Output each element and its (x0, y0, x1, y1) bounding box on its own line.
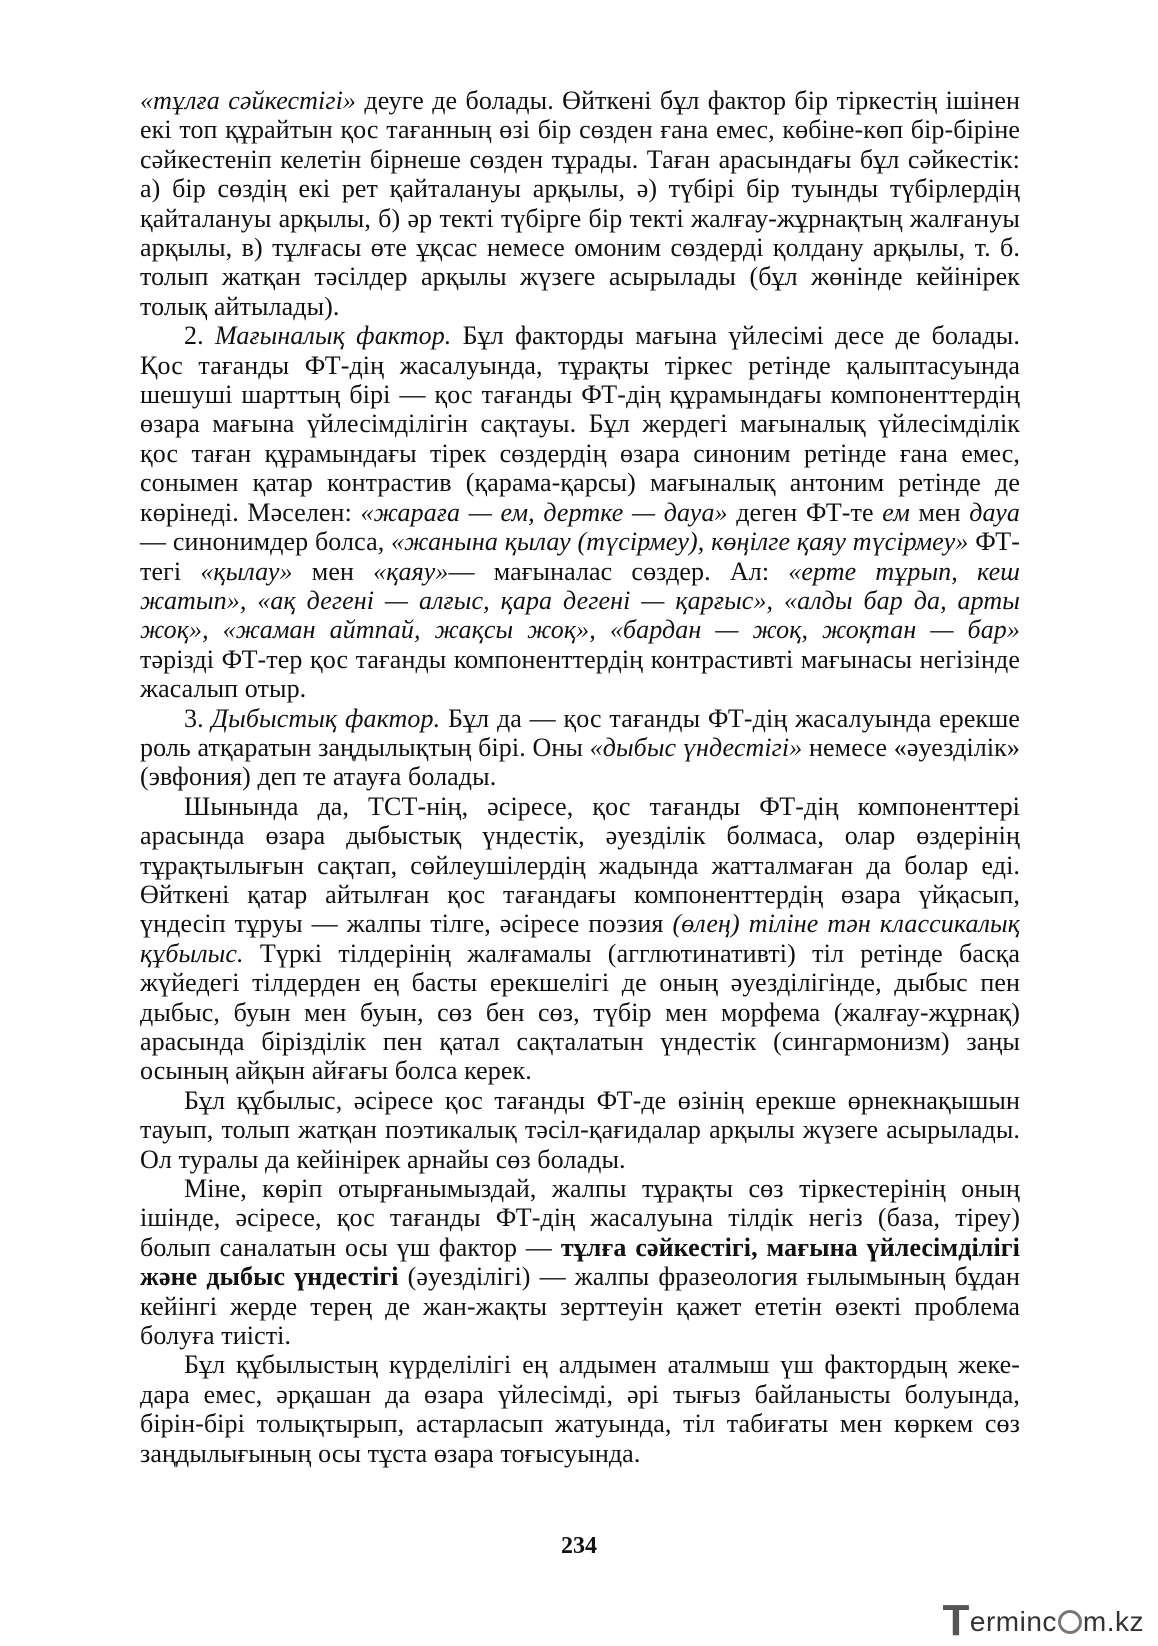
italic-text: «ерте тұрып, кеш жатып», «ақ дегені — алғыс, қара дегені — қарғыс», «алды бар да, арты жоқ», «жаман айтпай, жақсы жоқ», «бардан — жоқ, жоқтан — бар» (140, 556, 1020, 645)
text-run: Бұл факторды мағына үйлесімі десе де болады. Қос тағанды ФТ-дің жасалуында, тұрақты тіркес ретінде қалыптасуында шешуші шарттың бірі — қос тағанды ФТ-дің құрамындағы компоненттердің өзара мағына үйлесімділігін сақтауы. Бұл жердегі мағыналық үйлесімділік қос таған құрамындағы тірек сөздердің өзара синоним ретінде ғана емес, сонымен қатар контрастив (қарама-қарсы) мағыналық антоним ретінде де көрінеді. Мәселен: (140, 321, 1020, 527)
page-number: 234 (561, 1533, 597, 1559)
text-run: мен (292, 556, 374, 586)
text-run: Бұл құбылыстың күрделілігі ең алдымен аталмыш үш фактордың жеке-дара емес, әрқашан да өзара үйлесімді, әрі тығыз байланысты болуында, бірін-бірі толықтырып, астарласып жатуында, тіл табиғаты мен көркем сөз заңдылығының осы тұста өзара тоғысуында. (140, 1350, 1020, 1468)
circle-o-icon (1058, 1610, 1082, 1634)
paragraph (140, 321, 1020, 703)
italic-text: «дыбыс үндестігі» (589, 732, 803, 762)
text-run: Бұл да — қос тағанды ФТ-дің жасалуында ерекше роль атқаратын заңдылықтың бірі. Оны (140, 703, 1020, 762)
site-watermark (942, 1596, 1144, 1646)
italic-text: «қаяу» (373, 556, 449, 586)
italic-text: «жанына қылау (түсірмеу), көңілге қаяу түсірмеу» (391, 527, 969, 557)
text-run: Міне, көріп отырғанымыздай, жалпы тұрақты сөз тіркестерінің оның ішінде, әсіресе, қос тағанды ФТ-дің жасалуына тілдік негіз (база, тіреу) болып саналатын осы үш фактор — (140, 1174, 1020, 1262)
italic-text: «тұлға сәйкестігі» (140, 86, 357, 115)
paragraph (140, 792, 1020, 1086)
paragraph (140, 1086, 1020, 1174)
watermark-text-2: m.kz (1082, 1606, 1144, 1637)
italic-text: (өлең) тіліне тән классикалық құбылыс. (140, 909, 1020, 968)
italic-text: Мағыналық фактор. (214, 321, 452, 351)
paragraph (140, 1174, 1020, 1350)
text-run: Шынында да, ТСТ-нің, әсіресе, қос тағанды ФТ-дің компоненттері арасында өзара дыбыстық үндестік, әуезділік болмаса, олар өздерінің тұрақтылығын сақтап, сөйлеушілердің жадында жатталмаған да болар еді. Өйткені қатар айтылған қос тағандағы компоненттердің өзара үйқасып, үндесіп тұруы — жалпы тілге, әсіресе поэзия (140, 791, 1020, 939)
text-run: деген ФТ-те (727, 497, 883, 527)
italic-text: Дыбыстық фактор. (211, 703, 441, 733)
text-run: (әуезділігі) — жалпы фразеология ғылымының бұдан кейінгі жерде терең де жан-жақты зерттеуін қажет ететін өзекті проблема болуға тиісті. (140, 1262, 1020, 1351)
bold-text: тұлға сәйкестігі, мағына үйлесімділігі және дыбыс үндестігі (140, 1232, 1021, 1292)
paragraph (140, 1350, 1020, 1468)
italic-text: «қылау» (200, 556, 293, 586)
text-run: 3. (184, 703, 212, 733)
italic-text: дауа (969, 497, 1021, 527)
italic-text: ем (882, 497, 910, 527)
text-run: 2. (184, 321, 215, 351)
text-run: Бұл құбылыс, әсіресе қос тағанды ФТ-де өзінің ерекше өрнекнақышын тауып, толып жатқан поэтикалық тәсіл-қағидалар арқылы жүзеге асырылады. Ол туралы да кейінірек арнайы сөз болады. (140, 1085, 1020, 1174)
italic-text: «жараға — ем, дертке — дауа» (360, 497, 728, 527)
text-run: ФТ-тегі (140, 527, 1020, 586)
watermark-big-letter: T (942, 1596, 970, 1645)
text-run: тәрізді ФТ-тер қос тағанды компоненттердің контрастивті мағынасы негізінде жасалып отыр. (140, 644, 1020, 704)
watermark-text-1: erminc (969, 1606, 1057, 1637)
paragraph (140, 86, 1020, 321)
text-run: Түркі тілдерінің жалғамалы (агглютинативті) тіл ретінде басқа жүйедегі тілдерден ең басты ерекшелігі де оның әуезділігінде, дыбыс пен дыбыс, буын мен буын, сөз бен сөз, түбір мен морфема (жалғау-жұрнақ) арасында бірізділік пен қатал сақталатын үндестік (сингармонизм) заңы осының айқын айғағы болса керек. (140, 938, 1020, 1086)
text-run: — синонимдер болса, (140, 527, 392, 557)
text-run: — мағыналас сөздер. Ал: (448, 556, 789, 586)
text-run: деуге де болады. Өйткені бұл фактор бір тіркестің ішінен екі топ құрайтын қос тағанның өзі бір сөзден ғана емес, көбіне-көп бір-біріне сәйкестеніп келетін бірнеше сөзден тұрады. Таған арасындағы бұл сәйкестік: а) бір сөздің екі рет қайталануы арқылы, ә) түбірі бір туынды түбірлердің қайталануы арқылы, б) әр текті түбірге бір текті жалғау-жұрнақтың жалғануы арқылы, в) тұлғасы өте ұқсас немесе омоним сөздерді қолдану арқылы, т. б. толып жатқан тәсілдер арқылы жүзеге асырылады (бұл жөнінде кейінірек толық айтылады). (140, 86, 1020, 321)
text-run: немесе «әуезділік» (эвфония) деп те атауға болады. (140, 732, 1021, 792)
paragraph (140, 704, 1020, 792)
text-run: мен (909, 497, 970, 527)
page-body (140, 86, 1020, 1468)
